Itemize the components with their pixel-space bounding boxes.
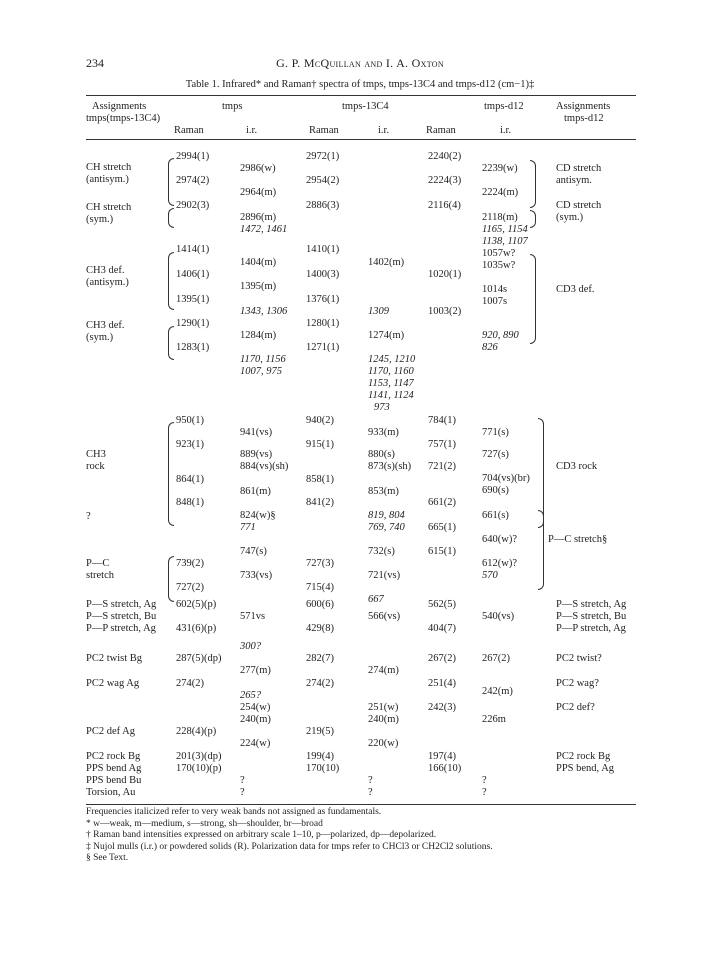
tmps13c4-raman-value: 170(10) bbox=[306, 763, 340, 774]
tmps-ir-value: 771 bbox=[240, 522, 256, 533]
tmps-ir-value: ? bbox=[240, 787, 245, 798]
tmps-raman-value: 2902(3) bbox=[176, 200, 210, 211]
tmpsd12-ir-value: 704(vs)(br) bbox=[482, 473, 530, 484]
tmpsd12-ir-value: 1057w? bbox=[482, 248, 516, 259]
assignment-label: (sym.) bbox=[86, 214, 114, 225]
tmps13c4-ir-value: 1170, 1160 bbox=[368, 366, 414, 377]
tmps13c4-ir-value: 1274(m) bbox=[368, 330, 405, 341]
tmps13c4-raman-value: 2972(1) bbox=[306, 151, 340, 162]
tmps-ir-value: 1395(m) bbox=[240, 281, 277, 292]
assignment-d12-label: CD3 rock bbox=[556, 461, 598, 472]
tmps13c4-raman-value: 727(3) bbox=[306, 558, 334, 569]
brace-ch3-antisym bbox=[168, 252, 174, 310]
brace-ch3-rock bbox=[168, 422, 174, 526]
tmps-ir-value: 824(w)§ bbox=[240, 510, 276, 521]
tmpsd12-raman-value: 404(7) bbox=[428, 623, 456, 634]
tmps-raman-value: 923(1) bbox=[176, 439, 204, 450]
assignment-label: CH3 bbox=[86, 449, 106, 460]
tmps-ir-value: 1404(m) bbox=[240, 257, 277, 268]
tmpsd12-raman-value: 665(1) bbox=[428, 522, 456, 533]
assignment-d12-label: CD stretch bbox=[556, 163, 602, 174]
tmps-ir-value: 733(vs) bbox=[240, 570, 273, 581]
brace-ch3-sym bbox=[168, 326, 174, 360]
tmps-raman-value: 864(1) bbox=[176, 474, 204, 485]
assignment-label: ? bbox=[86, 511, 91, 522]
tmps13c4-raman-value: 219(5) bbox=[306, 726, 334, 737]
footnote-italic: Frequencies italicized refer to very weak bands not assigned as fundamentals. bbox=[86, 807, 382, 817]
tmps-ir-value: 861(m) bbox=[240, 486, 271, 497]
tmps13c4-ir-value: ? bbox=[368, 787, 373, 798]
assignment-label: PPS bend Ag bbox=[86, 763, 142, 774]
header-tmps-d12: tmps-d12 bbox=[484, 101, 524, 112]
tmps13c4-ir-value: 251(w) bbox=[368, 702, 399, 713]
tmps-raman-value: 1406(1) bbox=[176, 269, 210, 280]
tmps-ir-value: 571vs bbox=[240, 611, 266, 622]
header-assignments-right-sub: tmps-d12 bbox=[564, 113, 604, 124]
header-assignments-right: Assignments bbox=[556, 101, 611, 112]
tmps13c4-ir-value: 873(s)(sh) bbox=[368, 461, 412, 472]
tmpsd12-ir-value: 1014s bbox=[482, 284, 508, 295]
tmps13c4-raman-value: 2954(2) bbox=[306, 175, 340, 186]
tmps-ir-value: 2964(m) bbox=[240, 187, 277, 198]
assignment-label: (antisym.) bbox=[86, 174, 129, 185]
assignment-label: rock bbox=[86, 461, 105, 472]
footnotes bbox=[86, 807, 636, 865]
tmpsd12-ir-value: 226m bbox=[482, 714, 506, 725]
tmps-raman-value: 602(5)(p) bbox=[176, 599, 217, 610]
assignment-label: CH3 def. bbox=[86, 265, 125, 276]
tmpsd12-ir-value: ? bbox=[482, 775, 487, 786]
tmps13c4-raman-value: 199(4) bbox=[306, 751, 334, 762]
tmps-ir-value: 747(s) bbox=[240, 546, 267, 557]
tmpsd12-raman-value: 197(4) bbox=[428, 751, 456, 762]
tmps13c4-ir-value: 973 bbox=[374, 402, 390, 413]
tmps13c4-raman-value: 2886(3) bbox=[306, 200, 340, 211]
tmpsd12-ir-value: 570 bbox=[482, 570, 498, 581]
tmps13c4-ir-value: 769, 740 bbox=[368, 522, 405, 533]
tmps-ir-value: 1284(m) bbox=[240, 330, 277, 341]
tmpsd12-ir-value: 661(s) bbox=[482, 510, 509, 521]
tmps13c4-raman-value: 600(6) bbox=[306, 599, 334, 610]
tmps13c4-ir-value: 819, 804 bbox=[368, 510, 405, 521]
assignment-d12-label: PC2 rock Bg bbox=[556, 751, 611, 762]
assignment-d12-label: PC2 def? bbox=[556, 702, 595, 713]
tmps13c4-ir-value: 220(w) bbox=[368, 738, 399, 749]
assignment-label: CH stretch bbox=[86, 202, 132, 213]
tmps-raman-value: 739(2) bbox=[176, 558, 204, 569]
assignment-label: (sym.) bbox=[86, 332, 114, 343]
tmps-raman-value: 170(10)(p) bbox=[176, 763, 222, 774]
header-ir-3: i.r. bbox=[500, 125, 512, 136]
tmps-ir-value: 240(m) bbox=[240, 714, 271, 725]
tmps-raman-value: 287(5)(dp) bbox=[176, 653, 222, 664]
tmps-raman-value: 274(2) bbox=[176, 678, 204, 689]
tmpsd12-ir-value: 920, 890 bbox=[482, 330, 519, 341]
assignment-label: PC2 def Ag bbox=[86, 726, 136, 737]
assignment-d12-label: P—P stretch, Ag bbox=[556, 623, 626, 634]
tmpsd12-raman-value: 2224(3) bbox=[428, 175, 462, 186]
tmps13c4-ir-value: 1245, 1210 bbox=[368, 354, 416, 365]
assignment-label: Torsion, Au bbox=[86, 787, 136, 798]
header-ir-2: i.r. bbox=[378, 125, 390, 136]
tmps-ir-value: 254(w) bbox=[240, 702, 271, 713]
tmps-raman-value: 2974(2) bbox=[176, 175, 210, 186]
tmps-ir-value: 941(vs) bbox=[240, 427, 273, 438]
tmpsd12-raman-value: 166(10) bbox=[428, 763, 462, 774]
tmpsd12-raman-value: 562(5) bbox=[428, 599, 456, 610]
tmpsd12-ir-value: 727(s) bbox=[482, 449, 509, 460]
tmps13c4-ir-value: 667 bbox=[368, 594, 384, 605]
assignment-d12-label: CD stretch bbox=[556, 200, 602, 211]
tmpsd12-ir-value: 640(w)? bbox=[482, 534, 517, 545]
tmpsd12-raman-value: 2116(4) bbox=[428, 200, 461, 211]
tmps13c4-raman-value: 858(1) bbox=[306, 474, 334, 485]
tmpsd12-raman-value: 757(1) bbox=[428, 439, 456, 450]
brace-pc-stretch bbox=[168, 556, 174, 602]
table-caption: Table 1. Infrared* and Raman† spectra of tmps, tmps-13C4 and tmps-d12 (cm−1)‡ bbox=[185, 79, 535, 90]
tmps13c4-ir-value: 1309 bbox=[368, 306, 389, 317]
tmps13c4-raman-value: 282(7) bbox=[306, 653, 334, 664]
header-raman-1: Raman bbox=[174, 125, 204, 136]
tmpsd12-ir-value: 540(vs) bbox=[482, 611, 515, 622]
assignment-d12-label: P—S stretch, Ag bbox=[556, 599, 627, 610]
header-raman-3: Raman bbox=[426, 125, 456, 136]
brace-cd3-def bbox=[530, 254, 536, 344]
tmpsd12-raman-value: 267(2) bbox=[428, 653, 456, 664]
tmpsd12-raman-value: 615(1) bbox=[428, 546, 456, 557]
brace-ch-antisym bbox=[168, 158, 174, 206]
tmps13c4-raman-value: 1271(1) bbox=[306, 342, 340, 353]
tmpsd12-raman-value: 721(2) bbox=[428, 461, 456, 472]
assignment-label: CH3 def. bbox=[86, 320, 125, 331]
tmps13c4-ir-value: 880(s) bbox=[368, 449, 395, 460]
tmpsd12-raman-value: 1020(1) bbox=[428, 269, 462, 280]
tmpsd12-ir-value: 242(m) bbox=[482, 686, 513, 697]
tmps-raman-value: 950(1) bbox=[176, 415, 204, 426]
tmps-ir-value: 1007, 975 bbox=[240, 366, 282, 377]
assignment-label: stretch bbox=[86, 570, 114, 581]
tmpsd12-raman-value: 661(2) bbox=[428, 497, 456, 508]
tmps13c4-raman-value: 1280(1) bbox=[306, 318, 340, 329]
tmps13c4-raman-value: 940(2) bbox=[306, 415, 334, 426]
tmpsd12-ir-value: 612(w)? bbox=[482, 558, 517, 569]
tmps13c4-raman-value: 1376(1) bbox=[306, 294, 340, 305]
tmpsd12-ir-value: 690(s) bbox=[482, 485, 509, 496]
footnote-see-text: § See Text. bbox=[86, 853, 129, 863]
tmps-raman-value: 201(3)(dp) bbox=[176, 751, 222, 762]
tmps-ir-value: 265? bbox=[240, 690, 261, 701]
tmpsd12-raman-value: 2240(2) bbox=[428, 151, 462, 162]
tmpsd12-ir-value: 1007s bbox=[482, 296, 508, 307]
page-number: 234 bbox=[86, 56, 104, 70]
tmps-ir-value: 2986(w) bbox=[240, 163, 276, 174]
tmps-raman-value: 848(1) bbox=[176, 497, 204, 508]
assignment-d12-label: P—C stretch§ bbox=[548, 534, 608, 545]
tmps-raman-value: 1395(1) bbox=[176, 294, 210, 305]
assignment-label: P—P stretch, Ag bbox=[86, 623, 156, 634]
tmps-raman-value: 1414(1) bbox=[176, 244, 210, 255]
tmps13c4-raman-value: 1410(1) bbox=[306, 244, 340, 255]
assignment-label: PC2 twist Bg bbox=[86, 653, 143, 664]
header-assignments-left: Assignments bbox=[92, 101, 147, 112]
brace-pc-stretch-d12 bbox=[538, 510, 544, 590]
tmps-raman-value: 1283(1) bbox=[176, 342, 210, 353]
tmps13c4-ir-value: 1402(m) bbox=[368, 257, 405, 268]
tmpsd12-ir-value: ? bbox=[482, 787, 487, 798]
tmps-ir-value: 277(m) bbox=[240, 665, 271, 676]
footnote-ir-abbrev: * w—weak, m—medium, s—strong, sh—shoulder, br—broad bbox=[86, 818, 323, 829]
tmps-raman-value: 1290(1) bbox=[176, 318, 210, 329]
assignment-d12-label: CD3 def. bbox=[556, 284, 595, 295]
tmpsd12-ir-value: 2118(m) bbox=[482, 212, 518, 223]
tmpsd12-raman-value: 242(3) bbox=[428, 702, 456, 713]
assignment-label: PC2 wag Ag bbox=[86, 678, 140, 689]
tmpsd12-ir-value: 2224(m) bbox=[482, 187, 519, 198]
tmps-raman-value: 228(4)(p) bbox=[176, 726, 217, 737]
tmpsd12-raman-value: 1003(2) bbox=[428, 306, 462, 317]
tmps13c4-ir-value: 853(m) bbox=[368, 486, 399, 497]
assignment-d12-label: PPS bend, Ag bbox=[556, 763, 615, 774]
footnote-raman-scale: † Raman band intensities expressed on arbitrary scale 1–10, p—polarized, dp—depolarized. bbox=[86, 830, 437, 840]
tmpsd12-ir-value: 267(2) bbox=[482, 653, 510, 664]
header-ir-1: i.r. bbox=[246, 125, 258, 136]
assignment-d12-label: P—S stretch, Bu bbox=[556, 611, 627, 622]
tmps-ir-value: 1343, 1306 bbox=[240, 306, 288, 317]
assignment-label: CH stretch bbox=[86, 162, 132, 173]
tmps-ir-value: 884(vs)(sh) bbox=[240, 461, 289, 472]
tmpsd12-ir-value: 2239(w) bbox=[482, 163, 518, 174]
tmpsd12-raman-value: 251(4) bbox=[428, 678, 456, 689]
tmps13c4-ir-value: 566(vs) bbox=[368, 611, 401, 622]
tmpsd12-ir-value: 1035w? bbox=[482, 260, 516, 271]
tmps13c4-raman-value: 915(1) bbox=[306, 439, 334, 450]
tmpsd12-ir-value: 826 bbox=[482, 342, 498, 353]
tmpsd12-ir-value: 1138, 1107 bbox=[482, 236, 528, 247]
footnote-sample-conditions: ‡ Nujol mulls (i.r.) or powdered solids (R). Polarization data for tmps refer to CHCl3 or CH2Cl2 solutions. bbox=[86, 841, 493, 852]
tmps13c4-ir-value: 1153, 1147 bbox=[368, 378, 414, 389]
brace-cd-antisym bbox=[530, 160, 536, 208]
assignment-label: PPS bend Bu bbox=[86, 775, 142, 786]
tmps-ir-value: 2896(m) bbox=[240, 212, 277, 223]
tmps13c4-ir-value: ? bbox=[368, 775, 373, 786]
header-raman-2: Raman bbox=[309, 125, 339, 136]
tmps-raman-value: 431(6)(p) bbox=[176, 623, 217, 634]
assignment-label: PC2 rock Bg bbox=[86, 751, 141, 762]
header-tmps-13c4: tmps-13C4 bbox=[342, 101, 389, 112]
assignment-d12-label: PC2 twist? bbox=[556, 653, 602, 664]
tmpsd12-raman-value: 784(1) bbox=[428, 415, 456, 426]
tmps-raman-value: 2994(1) bbox=[176, 151, 210, 162]
tmps-ir-value: 1472, 1461 bbox=[240, 224, 288, 235]
running-head: G. P. McQuillan and I. A. Oxton bbox=[276, 56, 444, 70]
tmps13c4-ir-value: 933(m) bbox=[368, 427, 399, 438]
assignment-d12-label: antisym. bbox=[556, 175, 592, 186]
header-assignments-left-sub: tmps(tmps-13C4) bbox=[86, 113, 161, 124]
tmps-ir-value: 224(w) bbox=[240, 738, 271, 749]
assignment-d12-label: PC2 wag? bbox=[556, 678, 599, 689]
brace-ch-sym bbox=[168, 208, 174, 228]
tmps-ir-value: 1170, 1156 bbox=[240, 354, 286, 365]
tmps13c4-raman-value: 274(2) bbox=[306, 678, 334, 689]
tmps13c4-raman-value: 1400(3) bbox=[306, 269, 340, 280]
tmpsd12-ir-value: 771(s) bbox=[482, 427, 509, 438]
assignment-d12-label: (sym.) bbox=[556, 212, 584, 223]
tmps13c4-ir-value: 274(m) bbox=[368, 665, 399, 676]
header-tmps: tmps bbox=[222, 101, 243, 112]
tmps13c4-raman-value: 715(4) bbox=[306, 582, 334, 593]
tmps13c4-ir-value: 1141, 1124 bbox=[368, 390, 414, 401]
assignment-label: P—C bbox=[86, 558, 110, 569]
tmps13c4-ir-value: 732(s) bbox=[368, 546, 395, 557]
tmps13c4-raman-value: 841(2) bbox=[306, 497, 334, 508]
tmps-ir-value: 889(vs) bbox=[240, 449, 273, 460]
brace-cd-sym bbox=[530, 210, 536, 228]
assignment-label: (antisym.) bbox=[86, 277, 129, 288]
tmps-raman-value: 727(2) bbox=[176, 582, 204, 593]
tmps13c4-ir-value: 721(vs) bbox=[368, 570, 401, 581]
tmps-ir-value: ? bbox=[240, 775, 245, 786]
tmps13c4-ir-value: 240(m) bbox=[368, 714, 399, 725]
assignment-label: P—S stretch, Bu bbox=[86, 611, 157, 622]
tmpsd12-ir-value: 1165, 1154 bbox=[482, 224, 528, 235]
tmps13c4-raman-value: 429(8) bbox=[306, 623, 334, 634]
tmps-ir-value: 300? bbox=[240, 641, 261, 652]
assignment-label: P—S stretch, Ag bbox=[86, 599, 157, 610]
